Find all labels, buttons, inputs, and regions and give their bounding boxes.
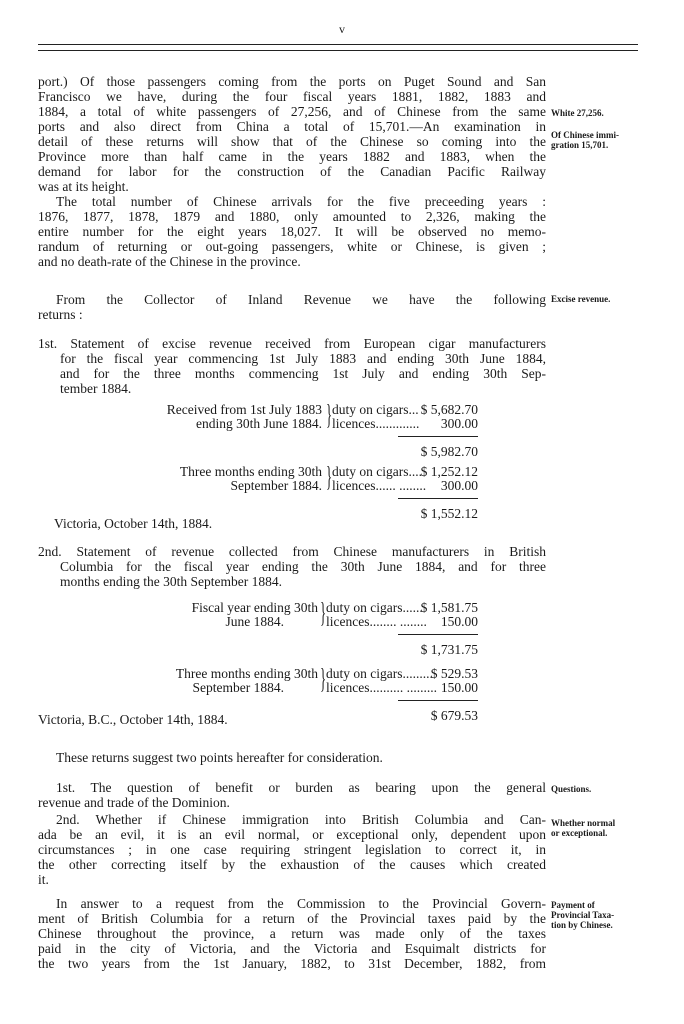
text-line: for the fiscal year commencing 1st July 1883 and ending 30th June 1884, [60,351,546,366]
sum-rule [398,700,478,701]
revenue-table-excise [38,402,546,528]
text-line: 1st. Statement of excise revenue received from European cigar manufacturers [38,336,546,351]
statement-first [38,336,546,396]
text-line: The total number of Chinese arrivals for the five preceeding years : [56,194,546,209]
period-label: September 1884. [192,680,284,695]
text-line: entire number for the eight years 18,027. It will be observed no memo- [38,224,546,239]
statement-second [38,544,546,589]
sidenote-line: Payment of [551,900,595,910]
brace: } [320,598,327,629]
total-amount: $ 679.53 [430,708,478,723]
brace: } [326,400,333,431]
text-line: ports and also direct from China a total of 15,701.—An examination in [38,119,546,134]
signoff-first: Victoria, October 14th, 1884. [54,516,213,531]
text-line: 1876, 1877, 1878, 1879 and 1880, only amounted to 2,326, making the [38,209,546,224]
text-line: months ending the 30th September 1884. [60,574,282,589]
text-line: it. [38,872,49,887]
line-item: duty on cigars.... [332,464,422,479]
paragraph-provincial-taxes [38,896,546,971]
paragraph-passengers [38,74,546,194]
line-item: duty on cigars... [332,402,419,417]
text-line: port.) Of those passengers coming from the ports on Puget Sound and San [38,74,546,89]
text-line: From the Collector of Inland Revenue we have the following [56,292,546,307]
text-line: 1884, a total of white passengers of 27,256, and of Chinese from the same [38,104,546,119]
sum-rule [398,498,478,499]
sidenote-line: Of Chinese immi- [551,130,619,140]
sum-rule [398,634,478,635]
sidenote-normal [551,818,661,838]
brace: } [326,462,333,493]
sidenote-chinese [551,130,661,150]
sidenote-line: or exceptional. [551,828,608,838]
amount: $ 529.53 [430,666,478,681]
paragraph-points: These returns suggest two points hereafter for consideration. [56,750,383,765]
period-label: ending 30th June 1884. [196,416,322,431]
amount: 300.00 [440,416,478,431]
amount: $ 5,682.70 [420,402,478,417]
line-item: licences.......... ......... [326,680,437,695]
text-line: detail of these returns will show that of the Chinese so coming into the [38,134,546,149]
sidenote-questions: Questions. [551,784,592,794]
period-label: September 1884. [230,478,322,493]
text-line: Francisco we have, during the four fiscal years 1881, 1882, 1883 and [38,89,546,104]
period-label: Received from 1st July 1883 [166,402,322,417]
text-line: returns : [38,307,83,322]
text-line: ment of British Columbia for a return of the Provincial taxes paid by the [38,911,546,926]
text-line: In answer to a request from the Commission to the Provincial Govern- [56,896,546,911]
text-line: ada be an evil, it is an evil normal, or exceptional only, dependent upon [38,827,546,842]
text-line: and for the three months commencing 1st July and ending 30th Sep- [60,366,546,381]
text-line: 2nd. Whether if Chinese immigration into British Columbia and Can- [56,812,546,827]
total-amount: $ 1,552.12 [420,506,478,521]
brace: } [320,664,327,695]
sidenote-line: gration 15,701. [551,140,609,150]
sidenote-excise: Excise revenue. [551,294,611,304]
text-line: 1st. The question of benefit or burden as bearing upon the general [56,780,546,795]
amount: $ 1,581.75 [420,600,478,615]
period-label: Three months ending 30th [175,666,318,681]
paragraph-question-second [38,812,546,887]
header-rule-top [38,44,638,45]
sidenote-line: Provincial Taxa- [551,910,615,920]
total-amount: $ 5,982.70 [420,444,478,459]
text-line: 2nd. Statement of revenue collected from Chinese manufacturers in British [38,544,546,559]
header-rule-bottom [38,50,638,51]
text-line: circumstances ; in one case requiring stringent legislation to correct it, in [38,842,546,857]
text-line: and no death-rate of the Chinese in the province. [38,254,301,269]
period-label: Three months ending 30th [179,464,322,479]
sidenote-line: tion by Chinese. [551,920,613,930]
text-line: the other correcting itself by the exhaustion of the causes which created [38,857,546,872]
sidenote-white: White 27,256. [551,108,604,118]
signoff-second: Victoria, B.C., October 14th, 1884. [38,712,228,727]
period-label: June 1884. [225,614,284,629]
revenue-table-chinese [38,600,546,726]
text-line: Columbia for the fiscal year ending the 30th June 1884, and for three [60,559,546,574]
total-amount: $ 1,731.75 [420,642,478,657]
text-line: Chinese throughout the province, a return was made only of the taxes [38,926,546,941]
text-line: revenue and trade of the Dominion. [38,795,230,810]
amount: 150.00 [440,680,478,695]
paragraph-collector [38,292,546,322]
period-label: Fiscal year ending 30th [191,600,318,615]
page-number: v [339,22,345,36]
amount: 300.00 [440,478,478,493]
line-item: licences............. [332,416,420,431]
amount: 150.00 [440,614,478,629]
sidenote-line: Whether normal [551,818,616,828]
text-line: was at its height. [38,179,129,194]
text-line: the two years from the 1st January, 1882, to 31st December, 1882, from [38,956,546,971]
paragraph-question-first [38,780,546,810]
line-item: duty on cigars...... [326,600,423,615]
sidenote-taxation [551,900,661,930]
paragraph-arrivals [38,194,546,269]
text-line: randum of returning or out-going passengers, white or Chinese, is given ; [38,239,546,254]
amount: $ 1,252.12 [420,464,478,479]
sum-rule [398,436,478,437]
text-line: Province more than half came in the years 1882 and 1883, when the [38,149,546,164]
text-line: demand for labor for the construction of the Canadian Pacific Railway [38,164,546,179]
text-line: tember 1884. [60,381,132,396]
line-item: licences........ ........ [326,614,427,629]
line-item: licences...... ........ [332,478,427,493]
line-item: duty on cigars......... [326,666,433,681]
text-line: paid in the city of Victoria, and the Victoria and Esquimalt districts for [38,941,546,956]
